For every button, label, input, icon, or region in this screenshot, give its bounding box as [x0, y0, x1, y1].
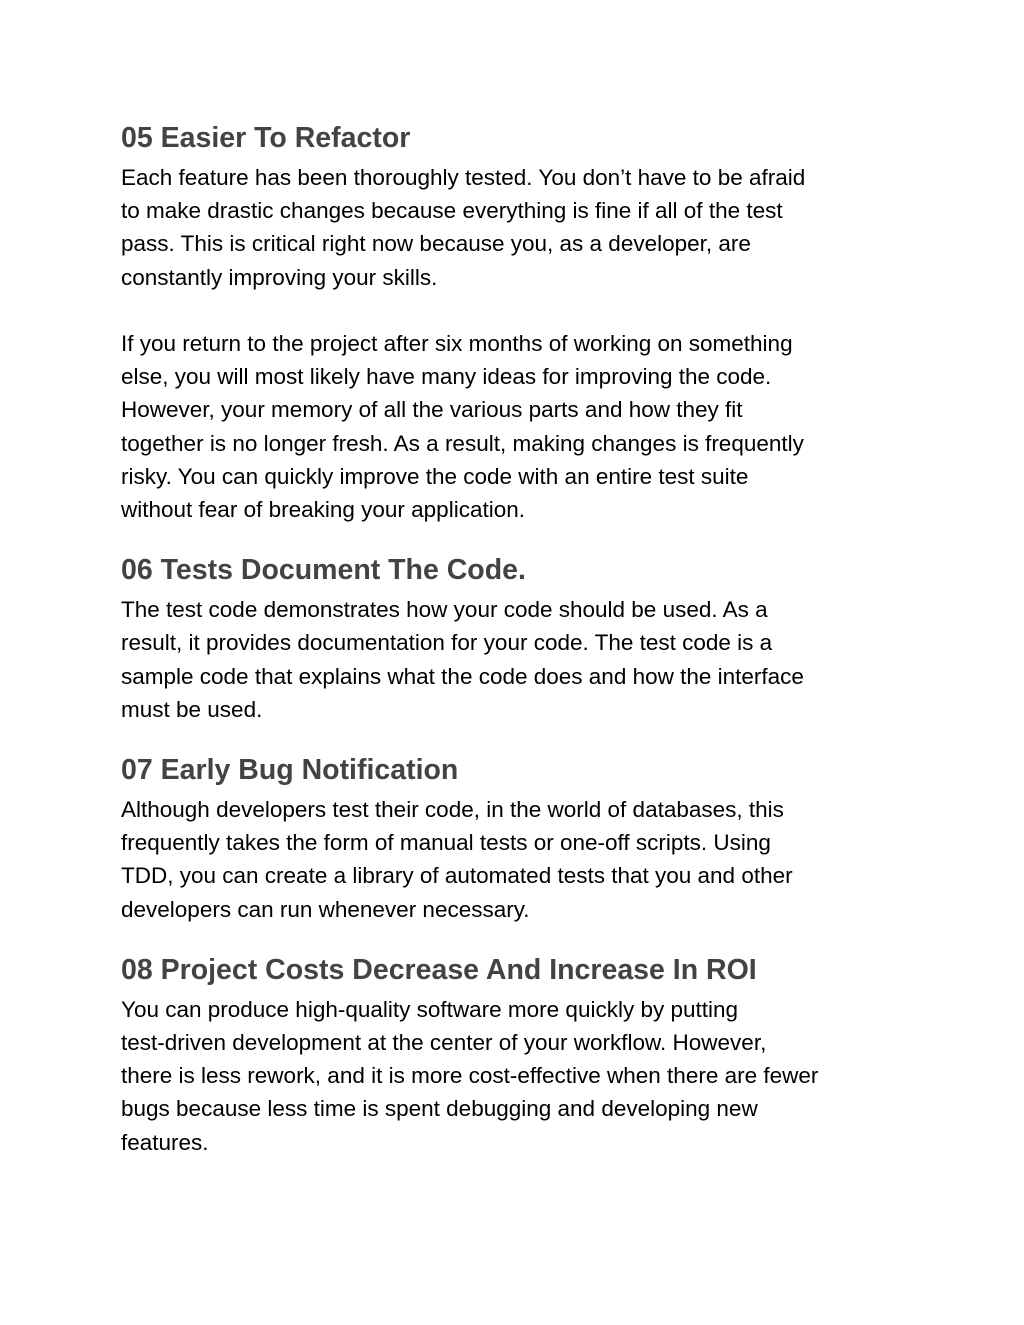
paragraph: [121, 327, 911, 526]
section-heading: 06 Tests Document The Code.: [121, 554, 526, 587]
text-line: pass. This is critical right now because you, as a developer, are: [121, 231, 751, 257]
section-easier-to-refactor: [121, 119, 911, 526]
paragraph-spacer: [121, 294, 911, 327]
section-project-costs-roi: [121, 951, 911, 1159]
text-line: test-driven development at the center of your workflow. However,: [121, 1030, 767, 1056]
section-heading: 05 Easier To Refactor: [121, 122, 411, 154]
section-heading: 08 Project Costs Decrease And Increase In ROI: [121, 953, 757, 986]
text-line: must be used.: [121, 696, 263, 722]
text-line: else, you will most likely have many ideas for improving the code.: [121, 364, 772, 390]
paragraph: [121, 793, 911, 926]
section-tests-document-the-code: [121, 551, 911, 726]
text-line: there is less rework, and it is more cost-effective when there are fewer: [121, 1063, 819, 1089]
text-line: together is no longer fresh. As a result, making changes is frequently: [121, 430, 804, 456]
text-line: Although developers test their code, in the world of databases, this: [121, 797, 784, 823]
text-line: Each feature has been thoroughly tested. You don’t have to be afraid: [121, 165, 806, 190]
text-line: You can produce high-quality software more quickly by putting: [121, 996, 739, 1022]
text-line: bugs because less time is spent debugging and developing new: [121, 1096, 758, 1122]
paragraph: [121, 161, 911, 294]
text-line: frequently takes the form of manual tests or one-off scripts. Using: [121, 830, 771, 856]
paragraph: [121, 593, 911, 726]
document-page: [121, 119, 911, 1159]
text-line: without fear of breaking your application.: [121, 497, 525, 523]
text-line: The test code demonstrates how your code should be used. As a: [121, 597, 768, 623]
text-line: result, it provides documentation for your code. The test code is a: [121, 630, 773, 656]
text-line: TDD, you can create a library of automated tests that you and other: [121, 863, 793, 889]
paragraph: [121, 993, 911, 1159]
text-line: constantly improving your skills.: [121, 264, 438, 290]
text-line: If you return to the project after six months of working on something: [121, 331, 793, 356]
text-line: to make drastic changes because everything is fine if all of the test: [121, 198, 783, 224]
section-early-bug-notification: [121, 751, 911, 926]
text-line: developers can run whenever necessary.: [121, 896, 530, 922]
text-line: risky. You can quickly improve the code with an entire test suite: [121, 463, 749, 489]
text-line: features.: [121, 1129, 209, 1155]
text-line: However, your memory of all the various parts and how they fit: [121, 397, 743, 423]
section-heading: 07 Early Bug Notification: [121, 754, 459, 787]
text-line: sample code that explains what the code does and how the interface: [121, 663, 804, 689]
